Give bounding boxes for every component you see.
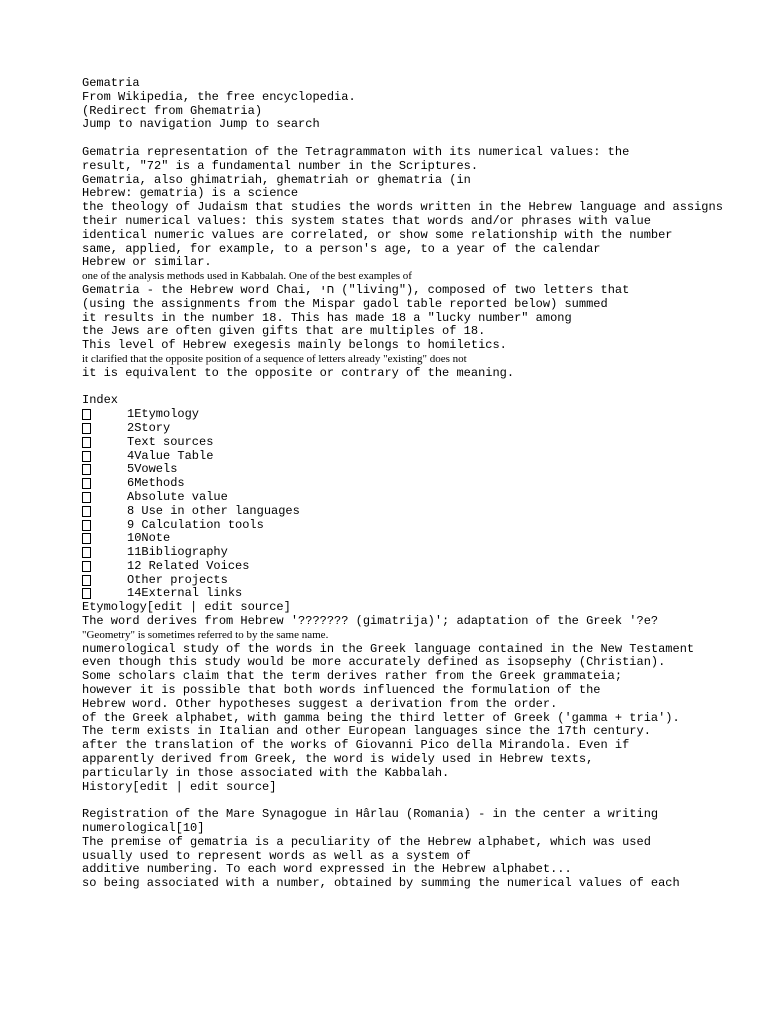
redirect-line: (Redirect from Ghematria) xyxy=(82,103,263,118)
bullet-box-icon xyxy=(82,588,91,599)
index-item[interactable] xyxy=(82,505,768,519)
intro-line: their numerical values: this system states that words and/or phrases with value xyxy=(82,213,651,228)
index-item[interactable] xyxy=(82,587,768,601)
intro-serif-line: one of the analysis methods used in Kabbalah. One of the best examples of xyxy=(82,270,412,283)
index-item-label: 8 Use in other languages xyxy=(127,503,300,518)
intro-line: (using the assignments from the Mispar gadol table reported below) summed xyxy=(82,296,608,311)
etymology-line: even though this study would be more accurately defined as isopsephy (Christian). xyxy=(82,655,666,670)
history-line: usually used to represent words as well as a system of xyxy=(82,848,471,863)
history-line: additive numbering. To each word expressed in the Hebrew alphabet... xyxy=(82,862,572,877)
bullet-box-icon xyxy=(82,492,91,503)
index-item[interactable] xyxy=(82,560,768,574)
index-item[interactable] xyxy=(82,491,768,505)
intro-line: it is equivalent to the opposite or contrary of the meaning. xyxy=(82,365,515,380)
index-item[interactable] xyxy=(82,463,768,477)
intro-line: it results in the number 18. This has made 18 a "lucky number" among xyxy=(82,310,572,325)
intro-line: the theology of Judaism that studies the words written in the Hebrew language and assigns xyxy=(82,200,723,215)
history-line: Registration of the Mare Synagogue in Hârlau (Romania) - in the center a writing xyxy=(82,807,659,822)
intro-line: Gematria, also ghimatriah, ghematriah or ghematria (in xyxy=(82,172,471,187)
index-item[interactable] xyxy=(82,546,768,560)
bullet-box-icon xyxy=(82,520,91,531)
etymology-line: particularly in those associated with the Kabbalah. xyxy=(82,765,450,780)
history-line: The premise of gematria is a peculiarity of the Hebrew alphabet, which was used xyxy=(82,834,651,849)
bullet-box-icon xyxy=(82,423,91,434)
index-item[interactable] xyxy=(82,532,768,546)
bullet-box-icon xyxy=(82,533,91,544)
history-line: so being associated with a number, obtained by summing the numerical values of each xyxy=(82,876,680,891)
intro-line: result, "72" is a fundamental number in the Scriptures. xyxy=(82,158,479,173)
etymology-heading[interactable]: Etymology[edit | edit source] xyxy=(82,600,291,615)
etymology-line: The word derives from Hebrew '??????? (gimatrija)'; adaptation of the Greek '?e? xyxy=(82,614,659,629)
index-item[interactable] xyxy=(82,422,768,436)
history-heading[interactable]: History[edit | edit source] xyxy=(82,779,277,794)
bullet-box-icon xyxy=(82,451,91,462)
etymology-line: apparently derived from Greek, the word is widely used in Hebrew texts, xyxy=(82,752,594,767)
etymology-line: The term exists in Italian and other European languages since the 17th century. xyxy=(82,724,651,739)
spacer xyxy=(82,381,768,395)
jump-links[interactable]: Jump to navigation Jump to search xyxy=(82,117,320,132)
page-title: Gematria xyxy=(82,76,140,90)
spacer xyxy=(82,132,768,146)
index-item-label: 12 Related Voices xyxy=(127,558,250,573)
index-item[interactable] xyxy=(82,436,768,450)
index-item-label: 9 Calculation tools xyxy=(127,517,264,532)
intro-serif-line: it clarified that the opposite position of a sequence of letters already "existing" does not xyxy=(82,352,467,365)
intro-line: same, applied, for example, to a person's age, to a year of the calendar xyxy=(82,241,601,256)
etymology-line: numerological study of the words in the Greek language contained in the New Testament xyxy=(82,641,695,656)
intro-line: identical numeric values are correlated, or show some relationship with the number xyxy=(82,227,673,242)
index-item-label: 4Value Table xyxy=(127,448,214,463)
index-item-label: 10Note xyxy=(127,531,171,546)
index-item[interactable] xyxy=(82,574,768,588)
bullet-box-icon xyxy=(82,478,91,489)
spacer xyxy=(82,794,768,808)
index-item-label: Other projects xyxy=(127,572,228,587)
bullet-box-icon xyxy=(82,464,91,475)
index-item-label: 2Story xyxy=(127,420,171,435)
etymology-line: however it is possible that both words influenced the formulation of the xyxy=(82,683,601,698)
intro-line: Gematria representation of the Tetragrammaton with its numerical values: the xyxy=(82,144,630,159)
etymology-line: Hebrew word. Other hypotheses suggest a derivation from the order. xyxy=(82,696,558,711)
index-item-label: 11Bibliography xyxy=(127,545,228,560)
intro-line: Hebrew: gematria) is a science xyxy=(82,186,299,201)
intro-line: Hebrew or similar. xyxy=(82,255,212,270)
index-item-label: 5Vowels xyxy=(127,462,178,477)
index-item-label: Text sources xyxy=(127,434,214,449)
source-line: From Wikipedia, the free encyclopedia. xyxy=(82,89,356,104)
bullet-box-icon xyxy=(82,575,91,586)
index-item-label: Absolute value xyxy=(127,489,228,504)
etymology-serif-line: "Geometry" is sometimes referred to by the same name. xyxy=(82,628,329,641)
index-item[interactable] xyxy=(82,477,768,491)
index-item-label: 14External links xyxy=(127,586,243,601)
intro-line: Gematria - the Hebrew word Chai, חי ("living"), composed of two letters that xyxy=(82,282,630,297)
etymology-line: of the Greek alphabet, with gamma being the third letter of Greek ('gamma + tria'). xyxy=(82,710,680,725)
intro-line: the Jews are often given gifts that are multiples of 18. xyxy=(82,324,486,339)
index-item[interactable] xyxy=(82,519,768,533)
index-item-label: 6Methods xyxy=(127,476,185,491)
index-heading: Index xyxy=(82,393,119,408)
index-item[interactable] xyxy=(82,450,768,464)
history-line: numerological[10] xyxy=(82,821,205,836)
index-item-label: 1Etymology xyxy=(127,407,200,422)
bullet-box-icon xyxy=(82,409,91,420)
bullet-box-icon xyxy=(82,437,91,448)
document-page xyxy=(82,77,768,891)
bullet-box-icon xyxy=(82,547,91,558)
etymology-line: Some scholars claim that the term derives rather from the Greek grammateia; xyxy=(82,669,623,684)
bullet-box-icon xyxy=(82,561,91,572)
bullet-box-icon xyxy=(82,506,91,517)
etymology-line: after the translation of the works of Giovanni Pico della Mirandola. Even if xyxy=(82,738,630,753)
index-item[interactable] xyxy=(82,408,768,422)
intro-line: This level of Hebrew exegesis mainly belongs to homiletics. xyxy=(82,338,507,353)
